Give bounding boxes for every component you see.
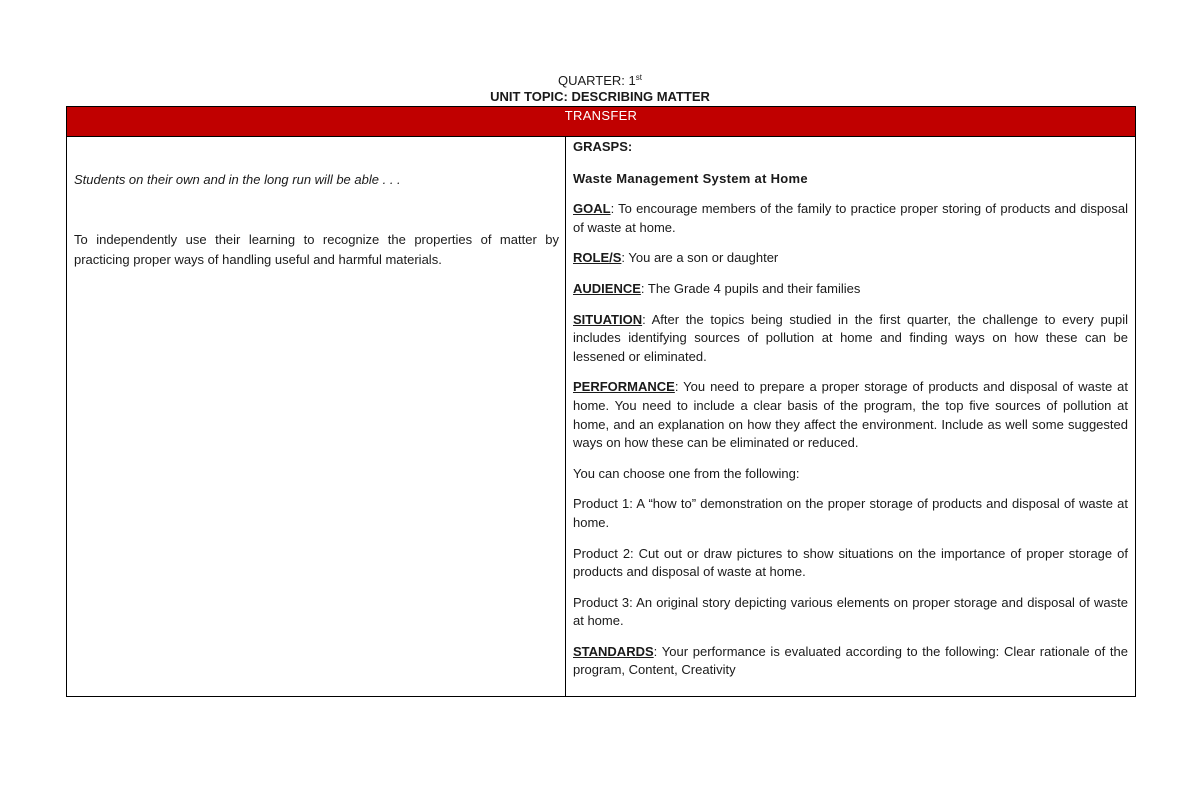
product-2-paragraph: Product 2: Cut out or draw pictures to show situations on the importance of proper storage of products and disposal of waste at home. [573, 545, 1128, 580]
quarter-label: QUARTER [557, 73, 622, 88]
performance-paragraph [573, 378, 1128, 452]
performance-key: PERFORMANCE [573, 379, 675, 395]
product-1-paragraph: Product 1: A “how to” demonstration on the proper storage of products and disposal of waste at home. [573, 496, 1128, 530]
situation-key: SITUATION [573, 311, 643, 327]
audience-key: AUDIENCE [573, 280, 641, 296]
grasps-label: GRASPS: [573, 139, 633, 154]
column-divider [565, 137, 566, 697]
page-header [0, 73, 1200, 105]
transfer-table [66, 106, 1136, 697]
product-3-paragraph: Product 3: An original story depicting various elements on proper storage and disposal of waste at home. [573, 594, 1128, 629]
audience-paragraph [573, 280, 1128, 299]
goal-key: GOAL [573, 201, 611, 217]
standards-text: : Your performance is evaluated according to the following: Clear rationale of the program, Content, Creativity [573, 643, 1128, 678]
situation-paragraph [573, 311, 1128, 367]
role-key: ROLE/S [573, 250, 622, 266]
left-goal-text: To independently use their learning to recognize the properties of matter by practicing proper ways of handling useful and harmful materials. [74, 232, 559, 267]
quarter-line [0, 73, 1200, 89]
standards-paragraph [573, 643, 1128, 680]
audience-text: : The Grade 4 pupils and their families [640, 280, 861, 296]
quarter-suffix: st [635, 73, 643, 82]
role-paragraph [573, 249, 1128, 268]
goal-paragraph [573, 200, 1128, 237]
role-text: : You are a son or daughter [621, 250, 779, 266]
grasps-title: Waste Management System at Home [573, 170, 808, 186]
standards-key: STANDARDS [573, 643, 654, 659]
transfer-band: TRANSFER [67, 107, 1135, 137]
right-column [573, 137, 1128, 680]
performance-text: : You need to prepare a proper storage of products and disposal of waste at home. You need to include a clear basis of the program, the top five sources of pollution at home, and an explanation on how they affect the environment. Include as well some suggested ways on how these can be eliminated or reduced. [573, 379, 1128, 451]
left-intro: Students on their own and in the long run will be able . . . [74, 172, 401, 187]
quarter-separator: : [621, 73, 625, 88]
unit-topic: UNIT TOPIC: DESCRIBING MATTER [490, 89, 710, 104]
goal-text: : To encourage members of the family to practice proper storing of products and disposal of waste at home. [573, 201, 1128, 235]
quarter-value: 1 [628, 73, 636, 88]
choose-paragraph: You can choose one from the following: [573, 465, 800, 481]
situation-text: : After the topics being studied in the first quarter, the challenge to every pupil includes identifying sources of pollution at home and finding ways on how these can be lessened or eliminated. [573, 311, 1128, 364]
